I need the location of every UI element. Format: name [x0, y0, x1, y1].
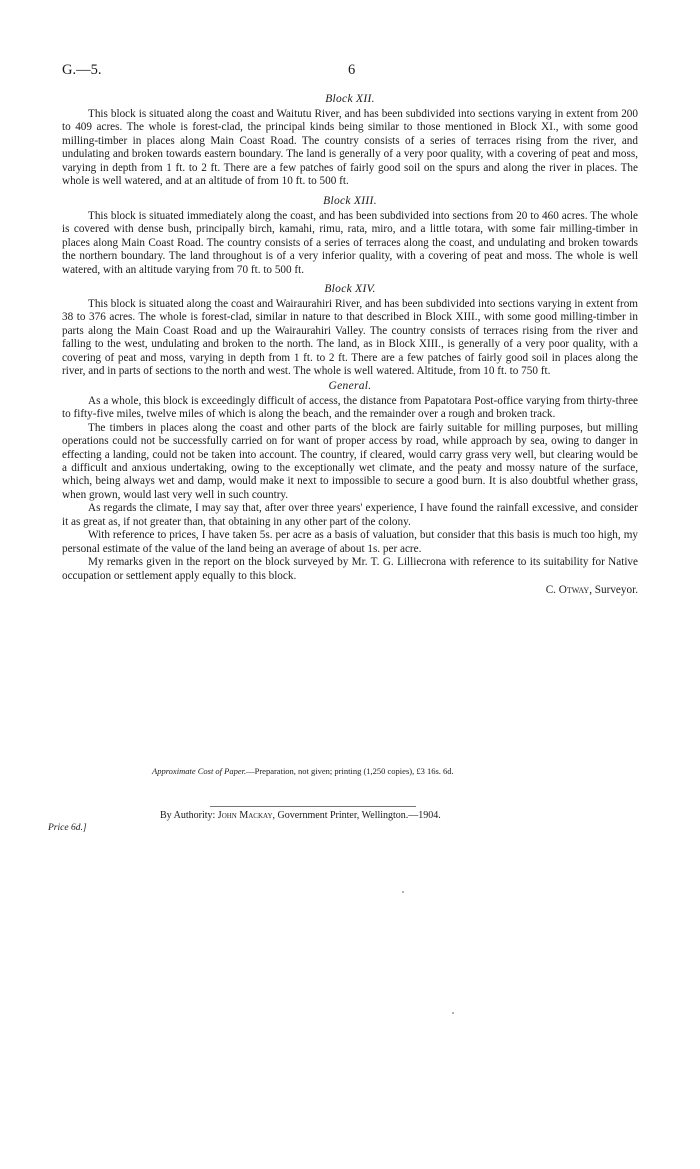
footer-divider [210, 806, 416, 807]
price-note: Price 6d.] [48, 823, 87, 833]
report-body [62, 92, 638, 598]
cost-note-text: —Preparation, not given; printing (1,250 copies), £3 16s. 6d. [246, 766, 454, 776]
printer-name: John Mackay [217, 810, 273, 821]
block-xiv-heading: Block XIV. [324, 282, 376, 295]
general-paragraph: My remarks given in the report on the block surveyed by Mr. T. G. Lilliecrona with reference to its suitability for Native occupation or settlement apply equally to this block. [62, 556, 638, 582]
cost-note-label: Approximate Cost of Paper. [152, 766, 247, 776]
block-xii-heading: Block XII. [325, 93, 375, 105]
general-heading: General. [328, 379, 372, 392]
surveyor-title: , Surveyor. [589, 584, 638, 597]
cost-of-paper-note [152, 766, 454, 776]
general-paragraph: As regards the climate, I may say that, after over three years' experience, I have found the rainfall excessive, and consider it as great as, if not greater than, that obtaining in any other part of the colony. [62, 502, 638, 528]
page-header [62, 62, 638, 82]
document-reference: G.—5. [62, 62, 102, 78]
general-paragraph: With reference to prices, I have taken 5s. per acre as a basis of valuation, but consider that this basis is much too high, my personal estimate of the value of the land being an average of about 1s. per acre. [62, 529, 638, 555]
general-paragraph: As a whole, this block is exceedingly difficult of access, the distance from Papatotara Post-office varying from thirty-three to fifty-five miles, twelve miles of which is along the beach, and the remainder over a rough and broken track. [62, 394, 638, 421]
block-xiv-paragraph: This block is situated along the coast and Wairaurahiri River, and has been subdivided into sections varying in extent from 38 to 376 acres. The whole is forest-clad, similar in nature to that described in Block XIII., with some good milling-timber in parts along the Main Coast Road and up the Wairaurahiri Valley. The country consists of terraces rising from the river and falling to the west, undulating and broken to the north. The land, as in Block XIII., is generally of a very poor quality, with a covering of peat and moss, varying in depth from 1 ft. to 2 ft. There are a few patches of fairly good soil in places along the river, and in parts of sections to the north and west. The whole is well watered. Altitude, from 10 ft. to 750 ft. [62, 297, 638, 378]
block-xiii-heading: Block XIII. [323, 194, 377, 207]
scan-speck [452, 1012, 454, 1014]
authority-prefix: By Authority: [160, 810, 216, 821]
block-xii-paragraph: This block is situated along the coast and Waitutu River, and has been subdivided into sections varying in extent from 200 to 409 acres. The whole is forest-clad, the principal kinds being similar to those mentioned in Block XI., with some good milling-timber in places along Main Coast Road. The country consists of a series of terraces rising from the river, and undulating and broken towards eastern boundary. The land is generally of a very poor quality, with a covering of peat and moss, varying in depth from 1 ft. to 2 ft. There are a few patches of fairly good soil on the spurs and along the river in places. The whole is well watered, and at an altitude of from 10 ft. to 500 ft. [62, 108, 638, 188]
printer-authority [160, 810, 441, 821]
block-xiii-paragraph: This block is situated immediately along the coast, and has been subdivided into sections from 20 to 460 acres. The whole is covered with dense bush, principally birch, kamahi, rimu, rata, miro, and a little totara, with some fair milling-timber in places along Main Coast Road. The country consists of a series of terraces along the coast, and undulating and broken towards the northern boundary. The land throughout is of a very inferior quality, with a covering of peat and moss. The whole is well watered, with an altitude varying from 70 ft. to 500 ft. [62, 209, 638, 276]
general-paragraph: The timbers in places along the coast and other parts of the block are fairly suitable for milling purposes, but milling operations could not be successfully carried on for want of proper access by road, while approach by sea, owing to danger in effecting a landing, could not be taken into account. The country, if cleared, would carry grass very well, but clearing would be a difficult and anxious undertaking, owing to the exceptionally wet climate, and the peaty and mossy nature of the surface, which, being always wet and damp, would make it next to impossible to secure a good burn. It is also doubtful whether grass, when grown, would last very well in such country. [62, 421, 638, 501]
signature [62, 583, 638, 598]
page-number: 6 [348, 62, 356, 78]
authority-suffix: , Government Printer, Wellington.—1904. [272, 810, 441, 821]
scan-speck [402, 891, 404, 893]
surveyor-name: C. Otway [545, 584, 590, 597]
